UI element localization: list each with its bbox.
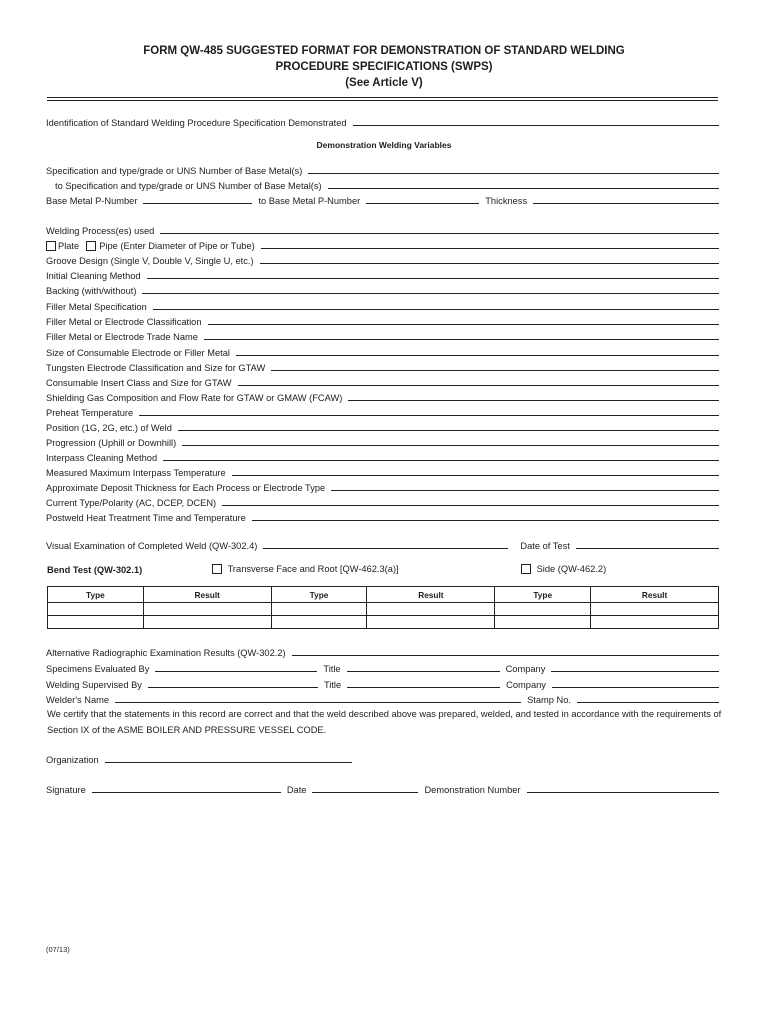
- col-result: Result: [367, 587, 495, 603]
- transverse-label: Transverse Face and Root [QW-462.3(a)]: [227, 564, 399, 574]
- organization-field[interactable]: [105, 762, 352, 763]
- field-row-filler-spec: [46, 298, 719, 312]
- table-cell[interactable]: [48, 616, 144, 629]
- supervised-row: [46, 676, 719, 690]
- supervised-field[interactable]: [148, 687, 318, 688]
- side-checkbox[interactable]: [521, 564, 531, 574]
- form-title-line-1: FORM QW-485 SUGGESTED FORMAT FOR DEMONSTRATION OF STANDARD WELDING: [143, 45, 625, 57]
- to-p-number-field[interactable]: [366, 203, 479, 204]
- field-input[interactable]: [236, 355, 719, 356]
- field-input[interactable]: [163, 460, 719, 461]
- table-cell[interactable]: [367, 603, 495, 616]
- supervised-company-label: Company: [506, 680, 546, 690]
- visual-exam-field[interactable]: [263, 548, 508, 549]
- signature-row: [46, 781, 719, 795]
- bend-test-label: Bend Test (QW-302.1): [47, 565, 143, 575]
- date-field[interactable]: [312, 792, 418, 793]
- specimens-title-field[interactable]: [347, 671, 500, 672]
- table-cell[interactable]: [271, 616, 367, 629]
- date-of-test-field[interactable]: [576, 548, 719, 549]
- field-input[interactable]: [142, 293, 719, 294]
- field-row-initial-cleaning: [46, 267, 719, 281]
- table-row: [48, 616, 719, 629]
- field-input[interactable]: [331, 490, 719, 491]
- radiographic-label: Alternative Radiographic Examination Results (QW-302.2): [46, 648, 286, 658]
- table-cell[interactable]: [495, 616, 591, 629]
- transverse-option: [212, 564, 399, 574]
- thickness-field[interactable]: [533, 203, 719, 204]
- stamp-field[interactable]: [577, 702, 719, 703]
- certification-text: We certify that the statements in this record are correct and that the weld described above was prepared, welded, and tested in accordance with the requirements of Section IX of the ASME BOILER AND PRESSURE VESSEL CODE.: [47, 709, 722, 735]
- col-type: Type: [271, 587, 367, 603]
- header-rule-top: [47, 97, 718, 98]
- field-row-position: [46, 419, 719, 433]
- field-input[interactable]: [204, 339, 719, 340]
- supervised-title-label: Title: [323, 680, 342, 690]
- field-row-deposit-thickness: [46, 479, 719, 493]
- field-input[interactable]: [238, 385, 720, 386]
- field-label: Position (1G, 2G, etc.) of Weld: [46, 423, 172, 433]
- organization-label: Organization: [46, 755, 99, 765]
- field-input[interactable]: [260, 263, 719, 264]
- pipe-checkbox[interactable]: [86, 241, 96, 251]
- to-base-metal-spec-label: to Specification and type/grade or UNS Number of Base Metal(s): [55, 181, 322, 191]
- field-label: Initial Cleaning Method: [46, 271, 141, 281]
- thickness-label: Thickness: [485, 196, 528, 206]
- supervised-label: Welding Supervised By: [46, 680, 142, 690]
- welding-process-row: [46, 222, 719, 236]
- visual-exam-label: Visual Examination of Completed Weld (QW-302.4): [46, 541, 258, 551]
- table-cell[interactable]: [495, 603, 591, 616]
- to-base-metal-spec-field[interactable]: [328, 188, 719, 189]
- table-row: [48, 603, 719, 616]
- field-label: Consumable Insert Class and Size for GTAW: [46, 378, 232, 388]
- organization-row: [46, 751, 352, 765]
- field-row-groove-design: [46, 252, 719, 266]
- field-label: Groove Design (Single V, Double V, Single U, etc.): [46, 256, 254, 266]
- variables-heading: Demonstration Welding Variables: [316, 140, 452, 150]
- table-cell[interactable]: [591, 603, 719, 616]
- field-label: Measured Maximum Interpass Temperature: [46, 468, 226, 478]
- field-row-consumable-insert: [46, 374, 719, 388]
- field-label: Size of Consumable Electrode or Filler Metal: [46, 348, 230, 358]
- field-label: Filler Metal or Electrode Classification: [46, 317, 202, 327]
- stamp-label: Stamp No.: [527, 695, 572, 705]
- identification-field[interactable]: [353, 125, 719, 126]
- table-cell[interactable]: [143, 616, 271, 629]
- identification-label: Identification of Standard Welding Procedure Specification Demonstrated: [46, 118, 347, 128]
- field-row-current-polarity: [46, 494, 719, 508]
- field-input[interactable]: [232, 475, 719, 476]
- specimens-title-label: Title: [323, 664, 341, 674]
- field-label: Filler Metal Specification: [46, 302, 147, 312]
- field-input[interactable]: [139, 415, 719, 416]
- field-label: Approximate Deposit Thickness for Each Process or Electrode Type: [46, 483, 326, 493]
- field-row-preheat: [46, 404, 719, 418]
- welder-field[interactable]: [115, 702, 521, 703]
- field-row-backing: [46, 282, 719, 296]
- revision-date: (07/13): [46, 945, 70, 954]
- radiographic-field[interactable]: [292, 655, 719, 656]
- table-cell[interactable]: [591, 616, 719, 629]
- field-input[interactable]: [178, 430, 719, 431]
- base-metal-spec-row: [46, 162, 719, 176]
- p-number-label: Base Metal P-Number: [46, 196, 138, 206]
- table-cell[interactable]: [271, 603, 367, 616]
- supervised-title-field[interactable]: [347, 687, 500, 688]
- signature-label: Signature: [46, 785, 86, 795]
- col-result: Result: [591, 587, 719, 603]
- field-label: Shielding Gas Composition and Flow Rate for GTAW or GMAW (FCAW): [46, 393, 343, 403]
- welding-process-field[interactable]: [160, 233, 719, 234]
- radiographic-row: [46, 644, 719, 658]
- field-row-trade-name: [46, 328, 719, 342]
- specimens-company-label: Company: [505, 664, 546, 674]
- specimens-label: Specimens Evaluated By: [46, 664, 150, 674]
- field-label: Tungsten Electrode Classification and Size for GTAW: [46, 363, 266, 373]
- identification-row: [46, 114, 719, 128]
- specimens-field[interactable]: [155, 671, 317, 672]
- plate-checkbox[interactable]: [46, 241, 56, 251]
- side-option: [521, 564, 606, 574]
- field-input[interactable]: [271, 370, 719, 371]
- date-of-test-label: Date of Test: [520, 541, 570, 551]
- field-row-tungsten: [46, 359, 719, 373]
- base-metal-spec-field[interactable]: [308, 173, 719, 174]
- table-cell[interactable]: [48, 603, 144, 616]
- field-input[interactable]: [348, 400, 719, 401]
- transverse-checkbox[interactable]: [212, 564, 222, 574]
- plate-label: Plate: [58, 241, 80, 251]
- date-label: Date: [286, 785, 307, 795]
- field-label: Current Type/Polarity (AC, DCEP, DCEN): [46, 498, 217, 508]
- field-row-pwht: [46, 509, 719, 523]
- form-title-line-2: PROCEDURE SPECIFICATIONS (SWPS): [275, 61, 493, 73]
- field-label: Filler Metal or Electrode Trade Name: [46, 332, 198, 342]
- field-label: Preheat Temperature: [46, 408, 134, 418]
- table-cell[interactable]: [143, 603, 271, 616]
- to-p-number-label: to Base Metal P-Number: [258, 196, 361, 206]
- demonstration-number-label: Demonstration Number: [424, 785, 521, 795]
- col-type: Type: [495, 587, 591, 603]
- plate-pipe-row: [46, 237, 719, 251]
- pipe-label: Pipe (Enter Diameter of Pipe or Tube): [99, 241, 255, 251]
- specimens-company-field[interactable]: [551, 671, 719, 672]
- field-label: Backing (with/without): [46, 286, 137, 296]
- field-input[interactable]: [208, 324, 719, 325]
- welder-label: Welder's Name: [46, 695, 110, 705]
- field-label: Interpass Cleaning Method: [46, 453, 158, 463]
- bend-test-table: [47, 586, 719, 629]
- field-label: Progression (Uphill or Downhill): [46, 438, 177, 448]
- supervised-company-field[interactable]: [552, 687, 719, 688]
- field-row-shielding-gas: [46, 389, 719, 403]
- to-base-metal-spec-row: [46, 177, 719, 191]
- field-row-interpass-temperature: [46, 464, 719, 478]
- side-label: Side (QW-462.2): [536, 564, 607, 574]
- field-row-progression: [46, 434, 719, 448]
- welder-row: [46, 691, 719, 705]
- form-title-line-3: (See Article V): [345, 77, 423, 89]
- table-cell[interactable]: [367, 616, 495, 629]
- specimens-row: [46, 660, 719, 674]
- field-row-filler-classification: [46, 313, 719, 327]
- field-label: Postweld Heat Treatment Time and Temperature: [46, 513, 246, 523]
- field-input[interactable]: [222, 505, 719, 506]
- p-number-row: [46, 192, 719, 206]
- bend-table-header: [48, 587, 719, 603]
- field-row-consumable-size: [46, 344, 719, 358]
- field-input[interactable]: [252, 520, 719, 521]
- col-result: Result: [143, 587, 271, 603]
- demonstration-number-field[interactable]: [527, 792, 719, 793]
- visual-exam-row: [46, 537, 719, 551]
- p-number-field[interactable]: [143, 203, 252, 204]
- field-input[interactable]: [182, 445, 719, 446]
- welding-process-label: Welding Process(es) used: [46, 226, 155, 236]
- header-rule-bottom: [47, 100, 718, 101]
- field-row-interpass-cleaning: [46, 449, 719, 463]
- pipe-diameter-field[interactable]: [261, 248, 719, 249]
- field-input[interactable]: [147, 278, 719, 279]
- signature-field[interactable]: [92, 792, 281, 793]
- field-input[interactable]: [153, 309, 719, 310]
- col-type: Type: [48, 587, 144, 603]
- base-metal-spec-label: Specification and type/grade or UNS Number of Base Metal(s): [46, 166, 303, 176]
